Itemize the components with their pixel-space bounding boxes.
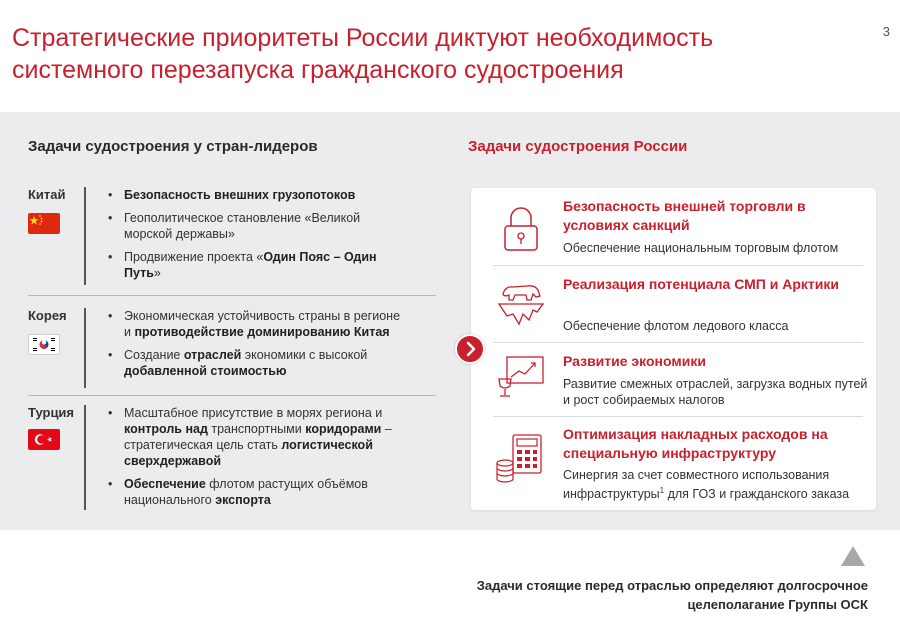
bullet-text: Экономическая устойчивость страны в регионе и xyxy=(124,309,401,339)
bullet-emphasis: отраслей xyxy=(183,348,242,362)
bullet-text: Масштабное присутствие в морях региона и xyxy=(124,406,383,420)
task-item-trade-security xyxy=(471,188,876,266)
bullet-emphasis: Обеспечение xyxy=(124,477,206,491)
bullet-item xyxy=(106,476,406,508)
calculator-coins-icon xyxy=(493,429,549,485)
task-title: Развитие экономики xyxy=(563,353,706,369)
country-block-korea xyxy=(28,308,438,388)
country-divider-line xyxy=(84,405,86,510)
bullet-list xyxy=(106,405,406,515)
flag-china-icon xyxy=(28,213,60,234)
flag-turkey-icon xyxy=(28,429,60,450)
task-title: Оптимизация накладных расходов на специальную инфраструктуру xyxy=(563,426,828,461)
growth-chart-trophy-icon xyxy=(493,349,549,405)
bullet-emphasis: экспорта xyxy=(215,493,271,507)
task-item-arctic xyxy=(471,266,876,343)
bullet-list xyxy=(106,187,406,288)
slide-title-line-2: системного перезапуска гражданского судостроения xyxy=(12,56,624,84)
country-separator xyxy=(28,395,436,396)
task-item-economy xyxy=(471,343,876,416)
bullet-text: Геополитическое становление «Великой морской державы» xyxy=(124,211,361,241)
task-title: Реализация потенциала СМП и Арктики xyxy=(563,276,840,292)
bullet-item xyxy=(106,210,406,242)
task-item-infrastructure xyxy=(471,417,876,510)
russia-heading: Задачи судостроения России xyxy=(468,138,688,155)
country-divider-line xyxy=(84,308,86,388)
task-description: Обеспечение национальным торговым флотом xyxy=(563,241,839,255)
country-name: Турция xyxy=(28,405,75,420)
country-name: Корея xyxy=(28,308,67,323)
bullet-emphasis: коридорами xyxy=(305,422,382,436)
bullet-item xyxy=(106,249,406,281)
bullet-emphasis: добавленной стоимостью xyxy=(124,364,287,378)
bullet-text: Продвижение проекта « xyxy=(124,250,264,264)
bullet-emphasis: Безопасность внешних грузопотоков xyxy=(124,188,356,202)
task-description xyxy=(563,467,873,502)
bullet-text: экономики с высокой xyxy=(241,348,368,362)
bullet-item xyxy=(106,405,406,469)
chevron-right-icon xyxy=(455,334,485,364)
leaders-heading: Задачи судостроения у стран-лидеров xyxy=(28,138,318,155)
footer-line-1: Задачи стоящие перед отраслью определяют долгосрочное xyxy=(476,578,868,593)
bullet-item xyxy=(106,308,406,340)
bullet-emphasis: противодействие доминированию Китая xyxy=(134,325,390,339)
bullet-text: Создание xyxy=(124,348,184,362)
bullet-emphasis: Один Пояс – Один Путь xyxy=(124,250,377,280)
country-divider-line xyxy=(84,187,86,285)
bullet-item xyxy=(106,187,406,203)
task-description-text: Синергия за счет совместного использования инфраструктуры xyxy=(563,468,830,502)
footer-line-2: целеполагание Группы ОСК xyxy=(687,597,868,612)
lock-icon xyxy=(493,200,549,256)
flag-korea-icon xyxy=(28,334,60,355)
russia-tasks-card xyxy=(471,188,876,510)
bullet-text: флотом растущих объёмов национального xyxy=(124,477,368,507)
country-block-turkey xyxy=(28,405,438,515)
polar-bear-iceberg-icon xyxy=(493,274,549,330)
task-description: Обеспечение флотом ледового класса xyxy=(563,319,789,333)
task-title: Безопасность внешней торговли в условиях санкций xyxy=(563,198,806,233)
slide-title-line-1: Стратегические приоритеты России диктуют необходимость xyxy=(12,24,714,52)
bullet-item xyxy=(106,347,406,379)
task-description-text-end: для ГОЗ и гражданского заказа xyxy=(664,487,850,502)
country-separator xyxy=(28,295,436,296)
bullet-text: » xyxy=(153,266,161,280)
triangle-logo-icon xyxy=(841,546,865,566)
bullet-emphasis: логистической сверхдержавой xyxy=(124,438,373,468)
bullet-list xyxy=(106,308,406,386)
bullet-text: транспортными xyxy=(207,422,306,436)
footnote-marker: 1 xyxy=(659,486,665,495)
country-block-china xyxy=(28,187,438,287)
footer-conclusion xyxy=(388,576,868,614)
bullet-text: – стратегическая цель стать xyxy=(124,422,392,452)
page-number: 3 xyxy=(882,24,890,39)
slide-title xyxy=(12,22,852,86)
country-name: Китай xyxy=(28,187,66,202)
task-description: Развитие смежных отраслей, загрузка водных путей и рост собираемых налогов xyxy=(563,377,868,407)
bullet-emphasis: контроль над xyxy=(124,422,208,436)
